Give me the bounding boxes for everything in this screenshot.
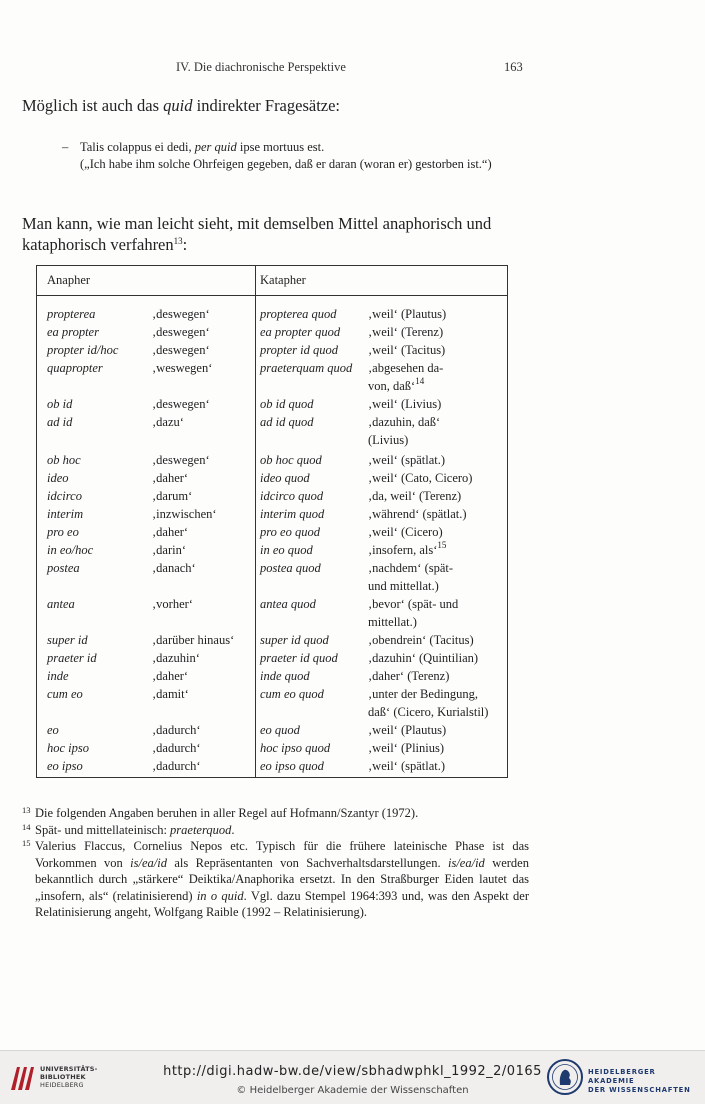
page-number: 163 xyxy=(504,60,523,74)
quote-translation: („Ich habe ihm solche Ohrfeigen gegeben, daß er daran (woran er) gestorben ist.“) xyxy=(80,157,492,171)
intro-word: quid xyxy=(163,96,193,115)
ub-wordmark[interactable]: UNIVERSITÄTS- BIBLIOTHEK HEIDELBERG xyxy=(40,1065,98,1089)
header-katapher: Katapher xyxy=(260,273,306,287)
footnote-ref-15[interactable]: 15 xyxy=(437,540,447,550)
running-title: IV. Die diachronische Perspektive xyxy=(176,60,346,74)
intro-suffix: indirekter Fragesätze: xyxy=(192,96,341,115)
footnote-14: 14 Spät- und mittellateinisch: praeterquod. xyxy=(22,821,235,837)
quote-latin: Talis colappus ei dedi, per quid ipse mortuus est. xyxy=(80,140,325,154)
footnote-ref-14[interactable]: 14 xyxy=(415,376,425,386)
body-paragraph: Man kann, wie man leicht sieht, mit demselben Mittel anaphorisch und kataphorisch verfahren$^{13}$: xyxy=(22,214,492,254)
paragraph-text: Man kann, wie man leicht sieht, mit demselben Mittel anaphorisch und kataphorisch verfahren xyxy=(22,214,492,254)
intro-prefix: Möglich ist auch das xyxy=(22,96,164,115)
footnotes xyxy=(22,805,529,921)
table-column-divider xyxy=(255,266,256,777)
intro-sentence xyxy=(22,96,340,116)
table-header-divider xyxy=(37,295,507,296)
quote-dash: – xyxy=(62,140,69,154)
copyright-notice: © Heidelberger Akademie der Wissenschaften xyxy=(236,1085,469,1096)
footnote-15: 15 Valerius Flaccus, Cornelius Nepos etc. Typisch für die frühere lateinische Phase ist das Vorkommen von is/ea/id als Repräsentanten von Sachverhaltsdarstellungen. is/ea/id werden bekanntlich durch „stärkere“ Deiktika/Anaphorika ersetzt. In den Straßburger Eiden lautet das „insofern, als“ (relatinisierend) in o quid. Vgl. dazu Stempel 1964:393 und, was den Aspekt der Relatinisierung angeht, Wolfgang Raible (1992 – Relatinisierung). xyxy=(22,838,529,919)
running-head xyxy=(0,60,705,80)
anapher-katapher-table: Anapher Katapher propterea ‚deswegen‘ propterea quod ‚weil‘ (Plautus) ea propter ‚deswegen‘ ea propter quod ‚weil‘ (Terenz) propter id/hoc ‚deswegen‘ propter id quod ‚weil‘ (Tacitus) quapropter ‚weswegen‘ praeterquam quod ‚abgesehen da- von, daß‘$^{14}$ ob id ‚deswegen‘ ob id quod ‚weil‘ (Livius) ad id ‚dazu‘ ad id quod ‚dazuhin, daß‘ (Livius) ob hoc ‚deswegen‘ ob hoc quod ‚weil‘ (spätlat.) ideo ‚daher‘ ideo quod ‚weil‘ (Cato, Cicero) idcirco ‚darum‘ idcirco quod ‚da, weil‘ (Terenz) interim ‚inzwischen‘ interim quod ‚während‘ (spätlat.) pro eo ‚daher‘ pro eo quod ‚weil‘ (Cicero) in eo/hoc ‚darin‘ in eo quod ‚insofern, als‘$^{15}$ postea ‚danach‘ postea quod ‚nachdem‘ (spät- und mittellat.) antea ‚vorher‘ antea quod ‚bevor‘ (spät- und mittellat.) super id ‚darüber hinaus‘ super id quod ‚obendrein‘ (Tacitus) praeter id ‚dazuhin‘ praeter id quod ‚dazuhin‘ (Quintilian) inde ‚daher‘ inde quod ‚daher‘ (Terenz) cum eo ‚damit‘ cum eo quod ‚unter der Bedingung, daß‘ (Cicero, Kurialstil) eo ‚dadurch‘ eo quod ‚weil‘ (Plautus) hoc ipso ‚dadurch‘ hoc ipso quod ‚weil‘ (Plinius) eo ipso ‚dadurch‘ eo ipso quod ‚weil‘ (spätlat.) xyxy=(36,265,508,778)
permalink-url[interactable]: http://digi.hadw-bw.de/view/sbhadwphkl_1992_2/0165 xyxy=(163,1064,542,1079)
haw-seal-icon[interactable] xyxy=(546,1058,584,1100)
footnote-13: 13 Die folgenden Angaben beruhen in aller Regel auf Hofmann/Szantyr (1972). xyxy=(22,805,419,820)
haw-wordmark[interactable]: HEIDELBERGER AKADEMIE DER WISSENSCHAFTEN xyxy=(588,1068,691,1094)
footnote-ref-13[interactable]: 13 xyxy=(173,236,183,246)
header-anapher: Anapher xyxy=(47,273,91,287)
viewer-footer xyxy=(0,1050,705,1104)
